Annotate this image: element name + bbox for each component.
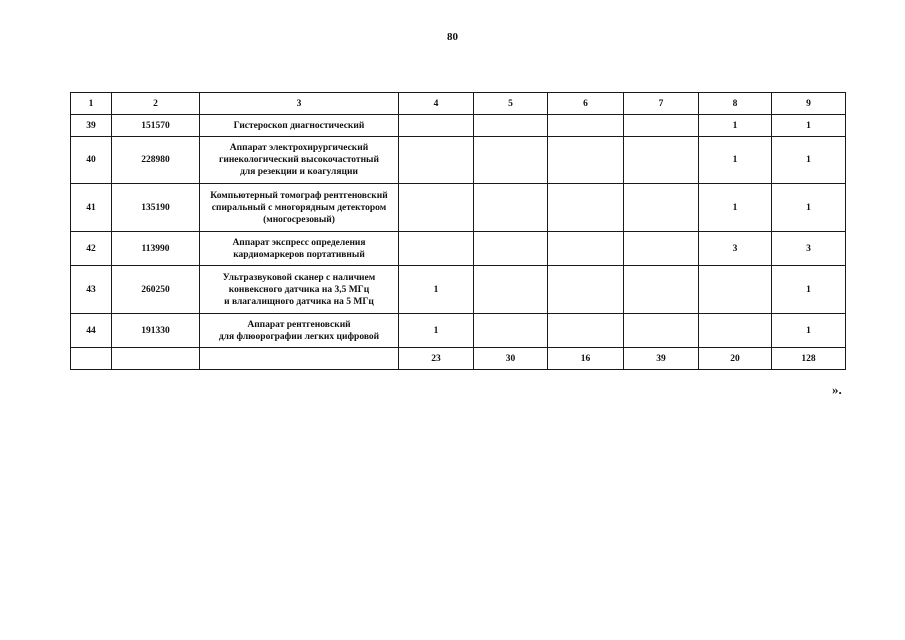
total-cell: 39 xyxy=(624,348,699,370)
total-cell xyxy=(200,348,399,370)
code-cell: 191330 xyxy=(112,314,200,348)
equipment-name-cell xyxy=(200,184,399,232)
row-number-cell: 42 xyxy=(71,232,112,266)
quantity-cell: 1 xyxy=(772,137,846,184)
row-number-cell: 39 xyxy=(71,115,112,137)
table-row xyxy=(71,232,846,266)
equipment-table xyxy=(70,92,846,370)
quantity-cell xyxy=(548,115,624,137)
equipment-name-line: для резекции и коагуляции xyxy=(240,167,358,177)
quantity-cell xyxy=(399,137,474,184)
quantity-cell xyxy=(399,184,474,232)
quantity-cell xyxy=(624,184,699,232)
table-row xyxy=(71,266,846,314)
quantity-cell xyxy=(474,184,548,232)
quantity-cell xyxy=(699,266,772,314)
code-cell: 260250 xyxy=(112,266,200,314)
quantity-cell xyxy=(624,137,699,184)
quantity-cell xyxy=(548,266,624,314)
quantity-cell xyxy=(624,314,699,348)
table-row xyxy=(71,137,846,184)
total-cell: 23 xyxy=(399,348,474,370)
header-cell: 8 xyxy=(699,93,772,115)
header-cell: 9 xyxy=(772,93,846,115)
quantity-cell xyxy=(548,232,624,266)
quantity-cell: 3 xyxy=(772,232,846,266)
quantity-cell xyxy=(474,266,548,314)
total-cell: 128 xyxy=(772,348,846,370)
header-cell: 3 xyxy=(200,93,399,115)
row-number-cell: 41 xyxy=(71,184,112,232)
quantity-cell: 1 xyxy=(699,137,772,184)
equipment-name-line: для флюорографии легких цифровой xyxy=(218,331,380,342)
quantity-cell xyxy=(548,184,624,232)
equipment-name-line: (многосрезовый) xyxy=(263,214,335,225)
quantity-cell xyxy=(474,232,548,266)
quantity-cell: 1 xyxy=(772,266,846,314)
table-row xyxy=(71,184,846,232)
equipment-name-line: и влагалищного датчика на 5 МГц xyxy=(224,296,374,307)
header-cell: 1 xyxy=(71,93,112,115)
equipment-name-cell xyxy=(200,314,399,348)
quantity-cell: 1 xyxy=(699,115,772,137)
quantity-cell xyxy=(699,314,772,348)
table-row xyxy=(71,314,846,348)
header-cell: 2 xyxy=(112,93,200,115)
quantity-cell xyxy=(624,115,699,137)
equipment-name-line: Ультразвуковой сканер с наличием xyxy=(222,272,376,283)
row-number-cell: 44 xyxy=(71,314,112,348)
code-cell: 135190 xyxy=(112,184,200,232)
totals-row xyxy=(71,348,846,370)
equipment-name-line: Компьютерный томограф рентгеновский xyxy=(210,190,388,201)
total-cell: 20 xyxy=(699,348,772,370)
equipment-name-line: гинекологический высокочастотный xyxy=(219,155,379,165)
equipment-name-line: кардиомаркеров портативный xyxy=(233,249,365,260)
quantity-cell: 1 xyxy=(699,184,772,232)
header-cell: 7 xyxy=(624,93,699,115)
row-number-cell: 40 xyxy=(71,137,112,184)
quantity-cell xyxy=(474,137,548,184)
code-cell: 151570 xyxy=(112,115,200,137)
quantity-cell: 1 xyxy=(399,266,474,314)
code-cell: 113990 xyxy=(112,232,200,266)
quantity-cell xyxy=(548,137,624,184)
quantity-cell: 1 xyxy=(772,184,846,232)
quantity-cell xyxy=(624,266,699,314)
equipment-name-line: Аппарат электрохирургический xyxy=(229,143,369,153)
total-cell: 30 xyxy=(474,348,548,370)
equipment-name-line: спиральный с многорядным детектором xyxy=(211,202,387,213)
equipment-name-cell xyxy=(200,115,399,137)
equipment-name-line: Гистероскоп диагностический xyxy=(233,120,365,131)
quantity-cell xyxy=(474,314,548,348)
table-row xyxy=(71,115,846,137)
header-cell: 4 xyxy=(399,93,474,115)
quantity-cell xyxy=(624,232,699,266)
equipment-name-line: конвексного датчика на 3,5 МГц xyxy=(228,284,370,295)
header-row xyxy=(71,93,846,115)
quantity-cell xyxy=(548,314,624,348)
total-cell: 16 xyxy=(548,348,624,370)
quantity-cell xyxy=(474,115,548,137)
quantity-cell: 1 xyxy=(772,115,846,137)
header-cell: 6 xyxy=(548,93,624,115)
row-number-cell: 43 xyxy=(71,266,112,314)
total-cell xyxy=(112,348,200,370)
quantity-cell: 1 xyxy=(399,314,474,348)
header-cell: 5 xyxy=(474,93,548,115)
quantity-cell xyxy=(399,232,474,266)
equipment-name-line: Аппарат экспресс определения xyxy=(232,237,366,248)
equipment-name-line: Аппарат рентгеновский xyxy=(247,319,351,330)
quantity-cell: 3 xyxy=(699,232,772,266)
equipment-name-cell xyxy=(200,232,399,266)
quantity-cell xyxy=(399,115,474,137)
quantity-cell: 1 xyxy=(772,314,846,348)
closing-quote-mark: ». xyxy=(832,382,842,397)
page-number: 80 xyxy=(447,31,458,43)
total-cell xyxy=(71,348,112,370)
code-cell: 228980 xyxy=(112,137,200,184)
equipment-name-cell xyxy=(200,266,399,314)
equipment-name-cell xyxy=(200,137,399,184)
